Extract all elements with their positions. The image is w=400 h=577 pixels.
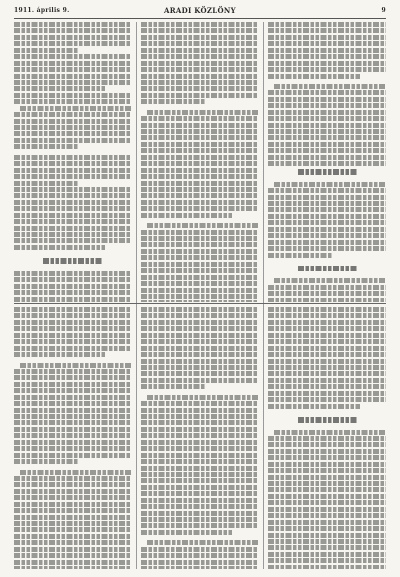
text-line (141, 99, 205, 104)
text-line (14, 161, 131, 166)
text-line (14, 395, 131, 400)
text-line (268, 298, 386, 302)
text-line (268, 481, 386, 486)
text-line (141, 427, 258, 432)
text-line (141, 384, 205, 389)
text-line (14, 119, 131, 124)
text-line (14, 540, 131, 545)
text-line (141, 517, 258, 522)
text-line (268, 384, 386, 389)
text-line (268, 539, 386, 544)
text-line (268, 67, 386, 72)
text-line (141, 288, 258, 293)
text-line (268, 320, 386, 325)
text-line (268, 61, 386, 66)
column-divider (136, 22, 137, 569)
text-line (141, 35, 258, 40)
text-line (147, 110, 258, 115)
text-line (14, 238, 131, 243)
text-line (141, 255, 258, 260)
text-line (141, 566, 258, 569)
text-line (14, 433, 131, 438)
text-line (141, 206, 258, 211)
text-line (141, 300, 258, 302)
paragraph-gap (14, 251, 131, 255)
text-line (141, 313, 258, 318)
text-line (14, 206, 131, 211)
text-line (141, 320, 258, 325)
text-line (14, 414, 131, 419)
text-line (14, 112, 131, 117)
text-line (141, 339, 258, 344)
text-line (268, 526, 386, 531)
text-line (141, 307, 258, 312)
text-line (14, 80, 131, 85)
text-line (14, 508, 131, 513)
text-line (268, 442, 386, 447)
text-line (141, 181, 258, 186)
text-line (14, 200, 131, 205)
text-column-1-upper (14, 22, 131, 302)
text-line (141, 41, 258, 46)
text-line (268, 500, 386, 505)
text-line (14, 86, 105, 91)
text-line (268, 545, 386, 550)
paragraph-gap (268, 410, 386, 414)
text-line (14, 333, 131, 338)
text-line (268, 468, 386, 473)
text-line (274, 278, 386, 283)
text-line (268, 552, 386, 557)
text-line (14, 232, 131, 237)
text-line (141, 352, 258, 357)
text-line (14, 369, 131, 374)
page-header (14, 6, 386, 18)
text-line (268, 90, 386, 95)
text-line (268, 436, 386, 441)
text-line (14, 187, 131, 192)
text-line (268, 155, 386, 160)
text-line (14, 502, 131, 507)
text-line (14, 547, 131, 552)
text-line (14, 131, 131, 136)
text-line (141, 93, 258, 98)
text-line (141, 116, 258, 121)
text-line (14, 560, 131, 565)
text-line (268, 110, 386, 115)
text-line (268, 220, 386, 225)
text-line (20, 470, 131, 475)
text-line (268, 195, 386, 200)
text-line (268, 365, 386, 370)
text-line (141, 230, 258, 235)
text-line (14, 155, 131, 160)
text-line (14, 459, 78, 464)
text-line (141, 123, 258, 128)
text-line (268, 291, 386, 296)
text-line (268, 494, 386, 499)
text-line (268, 449, 386, 454)
text-line (141, 275, 258, 280)
text-line (268, 207, 386, 212)
text-line (268, 565, 386, 569)
text-line (141, 420, 258, 425)
text-line (141, 236, 258, 241)
text-line (268, 35, 386, 40)
text-line (268, 339, 386, 344)
text-line (268, 533, 386, 538)
text-line (14, 427, 131, 432)
text-line (141, 200, 258, 205)
text-line (141, 560, 258, 565)
text-line (14, 181, 78, 186)
text-line (141, 401, 258, 406)
text-line (14, 388, 131, 393)
text-line (14, 93, 131, 98)
text-line (14, 74, 131, 79)
text-line (14, 326, 131, 331)
text-line (268, 214, 386, 219)
text-line (141, 326, 258, 331)
text-line (274, 182, 386, 187)
text-line (14, 346, 131, 351)
text-line (141, 74, 258, 79)
text-line (14, 168, 131, 173)
text-line (141, 547, 258, 552)
text-line (141, 213, 232, 218)
text-line (141, 530, 232, 535)
text-line (268, 359, 386, 364)
header-rule (14, 18, 386, 19)
text-line (14, 408, 131, 413)
text-line (14, 61, 131, 66)
text-line (14, 271, 131, 276)
text-line (14, 277, 131, 282)
text-line (14, 482, 131, 487)
column-divider (263, 22, 264, 569)
text-line (268, 313, 386, 318)
text-line (14, 446, 131, 451)
text-line (14, 320, 131, 325)
text-line (268, 513, 386, 518)
text-line (141, 511, 258, 516)
text-line (141, 433, 258, 438)
text-line (147, 395, 258, 400)
text-line (14, 453, 131, 458)
text-line (141, 161, 258, 166)
text-line (141, 86, 258, 91)
text-line (141, 453, 258, 458)
text-line (268, 188, 386, 193)
text-line (20, 363, 131, 368)
text-line (141, 135, 258, 140)
text-line (14, 144, 78, 149)
text-line (268, 475, 386, 480)
text-column-1-lower (14, 307, 131, 569)
text-line (268, 326, 386, 331)
text-line (268, 285, 386, 290)
text-line (141, 294, 258, 299)
text-line (141, 440, 258, 445)
text-line (141, 371, 258, 376)
text-column-2-lower (141, 307, 258, 569)
text-line (141, 281, 258, 286)
text-line (268, 22, 386, 27)
text-line (141, 155, 258, 160)
text-line (268, 142, 386, 147)
text-line (14, 138, 131, 143)
text-line (14, 99, 131, 104)
text-line (14, 521, 131, 526)
text-line (268, 123, 386, 128)
text-line (147, 540, 258, 545)
text-line (14, 515, 131, 520)
text-column-3-upper (268, 22, 386, 302)
section-heading-line (43, 258, 102, 264)
text-line (141, 268, 258, 273)
text-line (14, 307, 131, 312)
section-heading-line (298, 266, 357, 272)
text-line (268, 487, 386, 492)
text-line (268, 333, 386, 338)
page-number: 9 (381, 7, 386, 14)
text-line (14, 290, 131, 295)
text-line (14, 313, 131, 318)
text-line (141, 346, 258, 351)
text-line (268, 246, 386, 251)
text-line (14, 41, 131, 46)
text-line (141, 378, 258, 383)
section-divider (14, 303, 386, 304)
text-line (141, 504, 258, 509)
text-line (141, 446, 258, 451)
text-line (268, 135, 386, 140)
text-line (14, 375, 131, 380)
paragraph-gap (268, 259, 386, 263)
text-line (268, 253, 333, 258)
text-line (268, 48, 386, 53)
text-line (141, 478, 258, 483)
text-line (268, 148, 386, 153)
text-line (14, 67, 131, 72)
newspaper-title: ARADI KÖZLÖNY (164, 6, 236, 15)
text-line (268, 54, 386, 59)
text-line (14, 297, 131, 302)
text-line (268, 28, 386, 33)
text-line (274, 430, 386, 435)
text-line (268, 455, 386, 460)
text-line (268, 227, 386, 232)
text-line (141, 129, 258, 134)
text-line (14, 174, 131, 179)
text-line (268, 161, 386, 166)
text-line (14, 28, 131, 33)
text-line (14, 213, 131, 218)
text-line (141, 187, 258, 192)
text-line (141, 553, 258, 558)
text-line (268, 233, 386, 238)
text-line (141, 67, 258, 72)
text-line (14, 401, 131, 406)
text-line (268, 558, 386, 563)
text-line (141, 472, 258, 477)
text-line (268, 116, 386, 121)
text-line (268, 201, 386, 206)
text-line (141, 174, 258, 179)
text-line (141, 193, 258, 198)
text-line (20, 106, 131, 111)
text-line (274, 84, 386, 89)
text-line (14, 527, 131, 532)
text-line (14, 489, 131, 494)
text-line (141, 80, 258, 85)
text-line (141, 523, 258, 528)
text-line (14, 48, 78, 53)
text-line (268, 346, 386, 351)
text-line (14, 440, 131, 445)
text-line (141, 142, 258, 147)
text-line (14, 125, 131, 130)
text-line (268, 352, 386, 357)
text-line (14, 245, 105, 250)
text-line (268, 41, 386, 46)
section-heading-line (298, 417, 357, 423)
text-line (268, 74, 360, 79)
text-line (268, 404, 360, 409)
text-line (14, 219, 131, 224)
text-line (268, 240, 386, 245)
text-line (141, 148, 258, 153)
text-line (14, 352, 105, 357)
text-line (268, 507, 386, 512)
text-line (14, 553, 131, 558)
text-line (14, 534, 131, 539)
text-line (141, 414, 258, 419)
text-line (141, 242, 258, 247)
text-line (14, 22, 131, 27)
text-line (14, 476, 131, 481)
text-line (14, 226, 131, 231)
text-line (268, 103, 386, 108)
text-line (141, 359, 258, 364)
text-line (141, 408, 258, 413)
text-line (268, 391, 386, 396)
text-line (141, 365, 258, 370)
text-line (268, 129, 386, 134)
text-line (141, 54, 258, 59)
text-line (141, 249, 258, 254)
text-line (141, 466, 258, 471)
text-line (141, 61, 258, 66)
text-line (14, 339, 131, 344)
text-line (141, 168, 258, 173)
text-line (268, 378, 386, 383)
text-line (147, 223, 258, 228)
text-line (141, 262, 258, 267)
text-column-2-upper (141, 22, 258, 302)
text-line (268, 520, 386, 525)
text-line (14, 382, 131, 387)
text-line (268, 462, 386, 467)
text-line (141, 333, 258, 338)
text-line (141, 28, 258, 33)
text-line (141, 498, 258, 503)
text-line (14, 284, 131, 289)
issue-date: 1911. április 9. (14, 7, 70, 14)
section-heading-line (298, 169, 357, 175)
text-line (268, 371, 386, 376)
text-line (141, 491, 258, 496)
text-line (268, 397, 386, 402)
text-line (268, 97, 386, 102)
text-line (14, 35, 131, 40)
text-line (141, 48, 258, 53)
text-line (141, 459, 258, 464)
text-line (14, 566, 131, 569)
text-line (14, 495, 131, 500)
text-column-3-lower (268, 307, 386, 569)
text-line (141, 485, 258, 490)
text-line (268, 307, 386, 312)
text-line (14, 420, 131, 425)
text-line (14, 54, 131, 59)
text-line (141, 22, 258, 27)
text-line (14, 193, 131, 198)
